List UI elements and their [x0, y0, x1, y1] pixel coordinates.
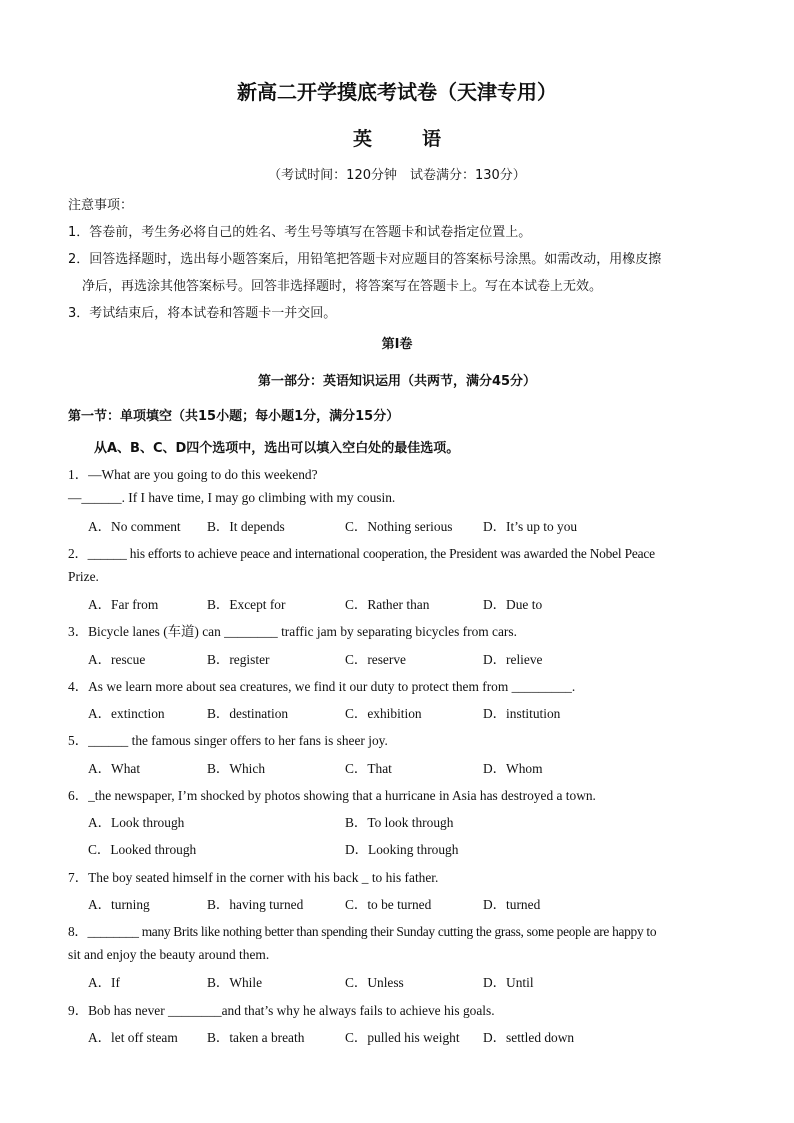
option-c: C．Rather than	[345, 597, 430, 612]
notes-heading: 注意事项：	[68, 198, 134, 213]
option-d: D．It’s up to you	[483, 519, 578, 534]
option-d: D．relieve	[483, 652, 543, 667]
option-c: C．exhibition	[345, 706, 422, 721]
page-title: 新高二开学摸底考试卷（天津专用）	[237, 80, 557, 104]
note-item-continued: 净后，再选涂其他答案标号。回答非选择题时，将答案写在答题卡上。写在本试卷上无效。	[82, 279, 603, 294]
subject-heading: 英语	[352, 128, 491, 150]
option-c: C．That	[345, 761, 392, 776]
option-a: A．Far from	[88, 597, 159, 612]
part-heading: 第一部分：英语知识运用（共两节，满分45分）	[257, 374, 537, 389]
option-a: A．If	[88, 975, 120, 990]
option-a: A．What	[88, 761, 141, 776]
option-b: B．It depends	[207, 519, 285, 534]
question-stem: 3．Bicycle lanes (车道) can ________ traffic jam by separating bicycles from cars.	[68, 624, 517, 639]
exam-info: （考试时间：120分钟 试卷满分：130分）	[268, 168, 526, 183]
option-c: C．reserve	[345, 652, 406, 667]
option-a: A．turning	[88, 897, 150, 912]
volume-heading: 第I卷	[381, 337, 413, 352]
option-c: C．to be turned	[345, 897, 432, 912]
option-d: D．Due to	[483, 597, 543, 612]
option-a: A．No comment	[88, 519, 181, 534]
question-stem: 7．The boy seated himself in the corner with his back _ to his father.	[68, 870, 439, 885]
option-b: B．To look through	[345, 815, 454, 830]
question-stem: 8．________ many Brits like nothing better than spending their Sunday cutting the grass, some people are happy to	[68, 924, 657, 939]
option-a: A．let off steam	[88, 1030, 178, 1045]
option-c: C．Unless	[345, 975, 404, 990]
note-item: 1．答卷前，考生务必将自己的姓名、考生号等填写在答题卡和试卷指定位置上。	[68, 225, 532, 240]
option-b: B．While	[207, 975, 263, 990]
question-stem: —______. If I have time, I may go climbing with my cousin.	[68, 490, 396, 505]
option-d: D．turned	[483, 897, 541, 912]
section-instruction: 从A、B、C、D四个选项中，选出可以填入空白处的最佳选项。	[94, 441, 460, 456]
question-stem: 1．—What are you going to do this weekend?	[68, 467, 318, 482]
option-d: D．Looking through	[345, 842, 459, 857]
option-b: B．having turned	[207, 897, 304, 912]
question-stem: sit and enjoy the beauty around them.	[68, 947, 270, 962]
question-stem: 5．______ the famous singer offers to her fans is sheer joy.	[68, 733, 388, 748]
option-c: C．Looked through	[88, 842, 197, 857]
option-a: A．extinction	[88, 706, 165, 721]
section-heading: 第一节：单项填空（共15小题；每小题1分，满分15分）	[68, 409, 400, 424]
note-item: 2．回答选择题时，选出每小题答案后，用铅笔把答题卡对应题目的答案标号涂黑。如需改动，用橡皮擦	[68, 252, 662, 267]
option-b: B．register	[207, 652, 270, 667]
option-c: C．Nothing serious	[345, 519, 453, 534]
option-b: B．Which	[207, 761, 266, 776]
question-stem: Prize.	[68, 569, 99, 584]
option-b: B．taken a breath	[207, 1030, 305, 1045]
option-d: D．settled down	[483, 1030, 575, 1045]
option-b: B．Except for	[207, 597, 286, 612]
option-a: A．Look through	[88, 815, 185, 830]
option-d: D．institution	[483, 706, 561, 721]
option-c: C．pulled his weight	[345, 1030, 460, 1045]
question-stem: 2．______ his efforts to achieve peace and international cooperation, the President was awarded the Nobel Peace	[68, 546, 655, 561]
question-stem: 9．Bob has never ________and that’s why he always fails to achieve his goals.	[68, 1003, 495, 1018]
option-a: A．rescue	[88, 652, 146, 667]
note-item: 3．考试结束后，将本试卷和答题卡一并交回。	[68, 306, 337, 321]
option-b: B．destination	[207, 706, 289, 721]
option-d: D．Whom	[483, 761, 543, 776]
option-d: D．Until	[483, 975, 534, 990]
question-stem: 6．_the newspaper, I’m shocked by photos showing that a hurricane in Asia has destroyed a town.	[68, 788, 596, 803]
question-stem: 4．As we learn more about sea creatures, we find it our duty to protect them from _________.	[68, 679, 576, 694]
